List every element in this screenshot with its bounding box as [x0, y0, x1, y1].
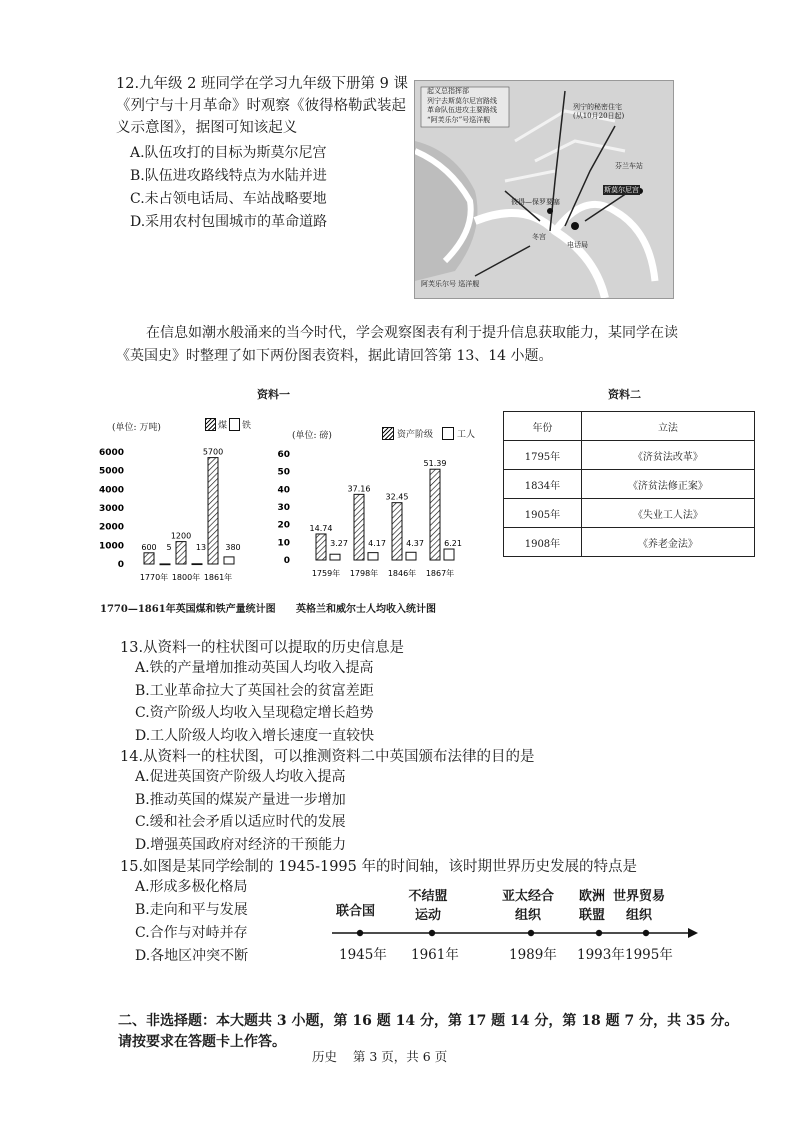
q14-options: [135, 766, 346, 856]
q15-option-b[interactable]: B.走向和平与发展: [135, 902, 248, 918]
table-row: [504, 441, 755, 470]
legend-label: 铁: [242, 421, 252, 431]
income-chart: [272, 440, 472, 590]
legend-swatch-workers: [442, 427, 454, 440]
y-tick-label: 20: [277, 520, 290, 531]
q13-stem: 13.从资料一的柱状图可以提取的历史信息是: [120, 640, 405, 656]
bar-secondary: [330, 554, 340, 560]
bar-primary: [208, 458, 218, 564]
category-label: 1846年: [387, 569, 417, 578]
table-cell: 《济贫法修正案》: [581, 470, 754, 499]
table-row: [504, 470, 755, 499]
data-label: 32.45: [385, 492, 409, 502]
map-label-aurora: 阿芙乐尔号 巡洋舰: [421, 280, 480, 288]
material1-title: 资料一: [257, 388, 290, 401]
q13-option-c[interactable]: C.资产阶级人均收入呈现稳定增长趋势: [135, 705, 374, 721]
table-cell: 《养老金法》: [581, 528, 754, 557]
bar-secondary: [192, 564, 202, 565]
q14-stem: 14.从资料一的柱状图，可以推测资料二中英国颁布法律的目的是: [120, 749, 535, 765]
map-label: (从10月20日起): [573, 112, 625, 120]
legend-swatch-bourgeoisie: [382, 427, 394, 440]
category-label: 1867年: [425, 569, 455, 578]
legislation-table: [503, 411, 755, 557]
q13-option-a[interactable]: A.铁的产量增加推动英国人均收入提高: [135, 660, 374, 676]
chart2-caption: 英格兰和威尔士人均收入统计图: [296, 604, 436, 615]
map-label: 列宁的秘密住宅: [573, 103, 622, 111]
data-label: 4.17: [368, 539, 386, 548]
table-header: 年份: [504, 412, 582, 441]
section2-instruction: 请按要求在答题卡上作答。: [118, 1034, 286, 1050]
y-tick-label: 2000: [98, 522, 124, 533]
q12-stem: [116, 73, 408, 139]
q15-option-a[interactable]: A.形成多极化格局: [135, 879, 248, 895]
q14-option-d[interactable]: D.增强英国政府对经济的干预能力: [135, 836, 347, 853]
bar-primary: [144, 553, 154, 564]
timeline-event-wto: 世界贸易组织: [613, 889, 666, 923]
timeline-year: 1961年: [411, 947, 459, 963]
bar-primary: [354, 494, 364, 560]
timeline-year: 1945年: [339, 947, 387, 963]
intro-line-1: 在信息如潮水般涌来的当今时代，学会观察图表有利于提升信息获取能力，某同学在读: [146, 325, 678, 341]
bar-primary: [430, 469, 440, 560]
petrograd-uprising-map: [414, 80, 674, 299]
q15-stem: 15.如图是某同学绘制的 1945-1995 年的时间轴，该时期世界历史发展的特点是: [120, 859, 637, 875]
bar-primary: [392, 503, 402, 560]
data-label: 600: [141, 542, 157, 552]
table-row: [504, 499, 755, 528]
timeline-event-eu: 欧洲联盟: [578, 889, 605, 923]
bar-secondary: [160, 564, 170, 565]
timeline-event-un: 联合国: [336, 904, 376, 919]
q12-option-d[interactable]: D.采用农村包围城市的革命道路: [130, 214, 328, 230]
bar-secondary: [444, 549, 454, 560]
q12-stem-line: 义示意图》，据图可知该起义: [116, 120, 298, 136]
data-label: 3.27: [330, 539, 348, 548]
bar-secondary: [224, 557, 234, 564]
q14-option-b[interactable]: B.推动英国的煤炭产量进一步增加: [135, 791, 346, 808]
chart2-legend: [382, 427, 475, 440]
q12-options: [130, 142, 327, 234]
bar-primary: [316, 534, 326, 560]
timeline-year: 1989年: [509, 947, 557, 963]
map-label-winter-palace: 冬宫: [532, 233, 546, 241]
category-label: 1861年: [203, 573, 233, 582]
bar-secondary: [368, 553, 378, 560]
y-tick-label: 1000: [98, 541, 124, 552]
bar-primary: [176, 542, 186, 564]
data-label: 37.16: [347, 484, 371, 494]
table-cell: 1908年: [504, 528, 582, 557]
q15-options: [135, 876, 248, 968]
q12-stem-line: 12.九年级 2 班同学在学习九年级下册第 9 课: [116, 76, 408, 92]
legend-label: 煤: [218, 421, 228, 431]
q14-option-c[interactable]: C.缓和社会矛盾以适应时代的发展: [135, 814, 346, 830]
y-tick-label: 4000: [98, 485, 124, 496]
table-header: 立法: [581, 412, 754, 441]
map-label-finland-station: 芬兰车站: [615, 162, 643, 170]
map-label-smolny: 斯莫尔尼宫: [604, 186, 639, 194]
y-tick-label: 60: [277, 450, 290, 460]
coal-iron-chart: [96, 430, 266, 590]
q14-option-a[interactable]: A.促进英国资产阶级人均收入提高: [135, 769, 346, 785]
q13-option-d[interactable]: D.工人阶级人均收入增长速度一直较快: [135, 727, 375, 744]
table-cell: 1795年: [504, 441, 582, 470]
y-tick-label: 5000: [98, 466, 124, 477]
data-label: 6.21: [444, 539, 462, 548]
map-legend-item: 革命队伍进攻主要路线: [427, 106, 497, 114]
material2-title: 资料二: [608, 388, 641, 401]
category-label: 1798年: [349, 569, 379, 578]
timeline-event-nam: 不结盟运动: [408, 889, 448, 923]
chart2-unit: (单位: 磅): [292, 431, 332, 441]
data-label: 5700: [202, 447, 224, 457]
timeline-year: 1995年: [625, 947, 673, 963]
q13-option-b[interactable]: B.工业革命拉大了英国社会的贫富差距: [135, 682, 374, 699]
q12-option-b[interactable]: B.队伍进攻路线特点为水陆并进: [130, 168, 327, 184]
data-label: 4.37: [406, 539, 424, 548]
table-cell: 《失业工人法》: [581, 499, 754, 528]
category-label: 1759年: [311, 569, 341, 578]
q13-options: [135, 657, 374, 747]
chart1-caption: 1770—1861年英国煤和铁产量统计图: [100, 604, 276, 615]
map-label-fortress: 彼得—保罗要塞: [511, 198, 560, 206]
y-tick-label: 10: [277, 538, 290, 549]
q12-option-a[interactable]: A.队伍攻打的目标为斯莫尔尼宫: [130, 145, 327, 161]
data-label: 5: [166, 543, 172, 552]
timeline-event-apec: 亚太经合组织: [502, 889, 555, 923]
table-cell: 1834年: [504, 470, 582, 499]
q12-option-c[interactable]: C.未占领电话局、车站战略要地: [130, 191, 327, 207]
data-label: 1200: [170, 531, 192, 541]
y-tick-label: 0: [117, 560, 124, 570]
y-tick-label: 50: [277, 467, 290, 478]
table-row: [504, 528, 755, 557]
legend-label: 工人: [457, 430, 476, 440]
bar-secondary: [406, 552, 416, 560]
category-label: 1770年: [139, 573, 169, 582]
data-label: 14.74: [309, 523, 333, 533]
y-tick-label: 40: [277, 485, 290, 496]
page-footer: 历史 第 3 页，共 6 页: [312, 1049, 448, 1064]
section2-heading: 二、非选择题：本大题共 3 小题，第 16 题 14 分，第 17 题 14 分，第 18 题 7 分，共 35 分。: [118, 1013, 739, 1029]
map-legend: [427, 87, 497, 125]
table-header-row: [504, 412, 755, 441]
legend-label: 资产阶级: [397, 430, 434, 440]
map-label-telephone: 电话局: [567, 241, 588, 249]
y-tick-label: 30: [277, 503, 290, 513]
map-legend-item: 列宁去斯莫尔尼宫路线: [427, 96, 497, 105]
data-label: 13: [195, 543, 207, 552]
map-legend-item: “阿芙乐尔”号巡洋舰: [427, 115, 491, 124]
map-label-lenin-house: [573, 103, 624, 121]
table-cell: 《济贫法改革》: [581, 441, 754, 470]
q15-option-c[interactable]: C.合作与对峙并存: [135, 925, 248, 941]
table-cell: 1905年: [504, 499, 582, 528]
data-label: 51.39: [423, 459, 447, 469]
q12-stem-line: 《列宁与十月革命》时观察《彼得格勒武装起: [116, 98, 406, 114]
y-tick-label: 0: [283, 556, 290, 566]
y-tick-label: 3000: [98, 504, 124, 514]
timeline-year: 1993年: [577, 947, 625, 963]
data-label: 380: [225, 543, 241, 552]
intro-line-2: 《英国史》时整理了如下两份图表资料，据此请回答第 13、14 小题。: [116, 348, 553, 364]
category-label: 1800年: [171, 573, 201, 582]
y-tick-label: 6000: [98, 448, 124, 458]
q15-option-d[interactable]: D.各地区冲突不断: [135, 948, 249, 964]
chart1-unit: (单位: 万吨): [112, 423, 161, 433]
map-legend-item: 起义总指挥部: [427, 87, 469, 95]
timeline-axis: [330, 925, 700, 941]
